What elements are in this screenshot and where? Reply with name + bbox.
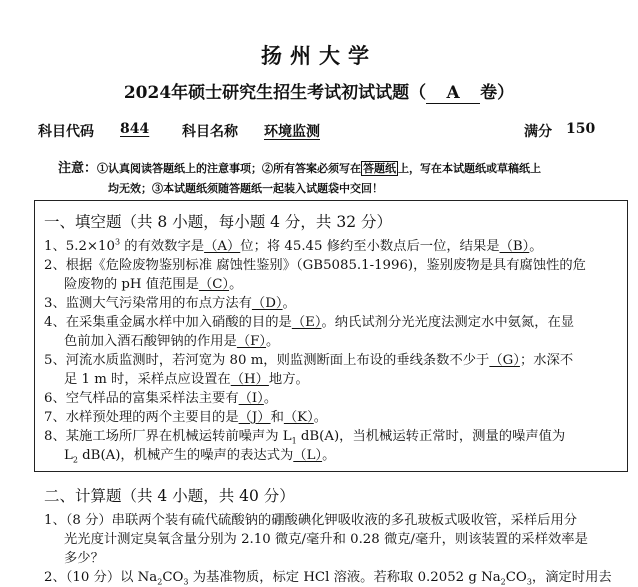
question-2-1-line-2: 光光度计测定臭氧含量分别为 2.10 微克/毫升和 0.28 微克/毫升，则该装置的采样效率是 (64, 532, 588, 547)
question-1-3: 3、监测大气污染常用的布点方法有（D）。 (44, 296, 296, 311)
blank-i: （I） (238, 391, 264, 406)
question-1-5-line-1: 5、河流水质监测时，若河宽为 80 m，则监测断面上布设的垂线条数不少于（G）；水深不 (44, 353, 574, 368)
full-score-label: 满分 (524, 124, 552, 140)
question-1-4-line-2: 色前加入酒石酸钾钠的作用是（F）。 (64, 334, 280, 349)
notice-line-2: 均无效；③本试题纸须随答题纸一起装入试题袋中交回！ (108, 182, 383, 195)
blank-f: （F） (236, 334, 267, 349)
question-1-2-line-2: 险废物的 pH 值范围是（C）。 (64, 277, 243, 292)
subject-code-label: 科目代码 (38, 124, 94, 140)
exam-title (0, 78, 638, 104)
subject-name-value: 环境监测 (264, 124, 320, 140)
question-1-8-line-1: 8、某施工场所厂界在机械运转前噪声为 $L_1$ dB(A)，当机械运转正常时，测量的噪声值为 (44, 429, 566, 446)
blank-e: （E） (291, 315, 322, 330)
question-2-1-line-1: 1、（8 分）串联两个装有硫代硫酸钠的硼酸碘化钾吸收液的多孔玻板式吸收管，采样后用分 (44, 513, 578, 528)
question-1-7: 7、水样预处理的两个主要目的是（J）和（K）。 (44, 410, 328, 425)
blank-d: （D） (251, 296, 283, 311)
question-1-4-line-1: 4、在采集重金属水样中加入硝酸的目的是（E）。纳氏试剂分光光度法测定水中氨氮，在显 (44, 315, 575, 330)
question-2-1-line-3: 多少？ (64, 551, 104, 566)
notice-label: 注意： (58, 161, 98, 176)
question-2-2-line-1: 2、（10 分）以 $Na_2CO_3$ 为基准物质，标定 HCl 溶液。若称取 0.2052 g $Na_2CO_3$，滴定时用去 (44, 570, 612, 587)
question-1-1: 1、$5.2\times 10^3$ 的有效数字是（A）位；将 45.45 修约至小数点后一位，结果是（B）。 (44, 237, 543, 254)
university-title: 扬州大学 (261, 43, 377, 68)
blank-c: （C） (198, 277, 230, 292)
exam-title-suffix: 卷） (480, 83, 515, 103)
answer-sheet-box: 答题纸 (363, 162, 397, 175)
blank-h: （H） (230, 372, 269, 387)
full-score-value: 150 (566, 121, 596, 137)
blank-b: （B） (499, 239, 530, 254)
section2-title: 二、计算题（共 4 小题，共 40 分） (44, 487, 295, 505)
blank-j: （J） (238, 410, 271, 425)
blank-g: （G） (489, 353, 520, 368)
blank-l: （L） (293, 448, 323, 463)
blank-k: （K） (283, 410, 314, 425)
paper-version: A (426, 83, 480, 104)
question-1-6: 6、空气样品的富集采样法主要有（I）。 (44, 391, 278, 406)
subject-code-value: 844 (120, 121, 150, 137)
question-1-2-line-1: 2、根据《危险废物鉴别标准 腐蚀性鉴别》（GB5085.1-1996)，鉴别废物是具有腐蚀性的危 (44, 258, 586, 273)
question-1-5-line-2: 足 1 m 时，采样点应设置在（H）地方。 (64, 372, 309, 387)
blank-a: （A） (204, 239, 241, 254)
subject-name-label: 科目名称 (182, 124, 238, 140)
exam-title-prefix: 2024年硕士研究生招生考试初试试题（ (123, 83, 427, 103)
notice-line-1: 注意：①认真阅读答题纸上的注意事项；②所有答案必须写在 答题纸 上，写在本试题纸或草稿纸上 (58, 161, 542, 176)
question-1-8-line-2: $L_2$ dB(A)，机械产生的噪声的表达式为（L）。 (64, 448, 336, 465)
section1-title: 一、填空题（共 8 小题，每小题 4 分，共 32 分） (44, 213, 393, 231)
